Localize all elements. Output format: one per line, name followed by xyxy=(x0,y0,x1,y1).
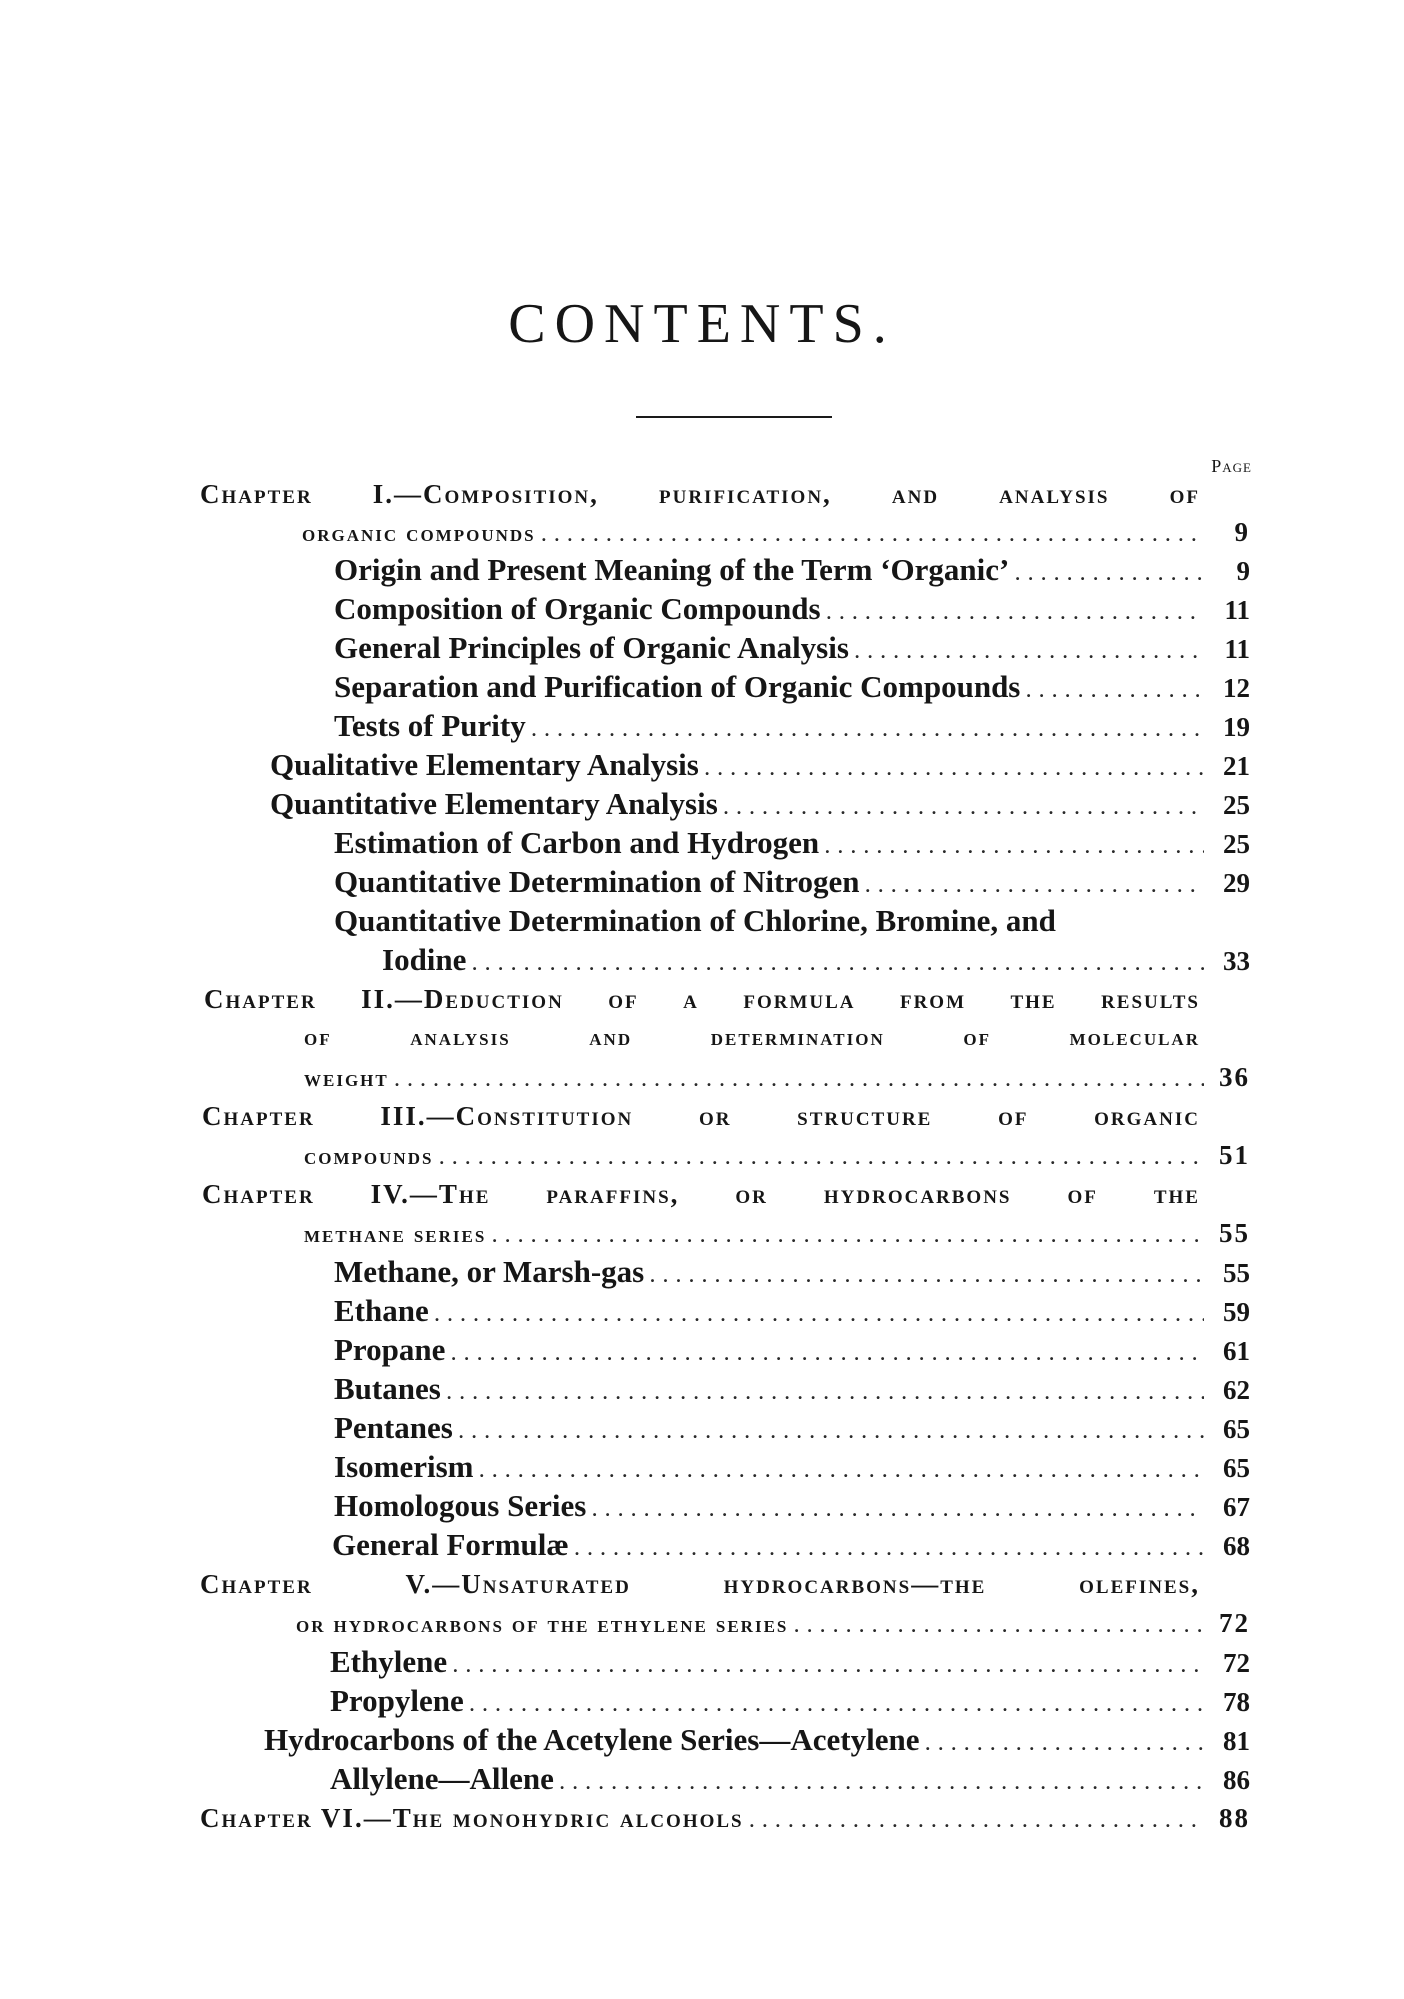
heading-word: molecular xyxy=(1069,1025,1200,1051)
leader-dots xyxy=(724,788,1204,828)
toc-entry-page: 36 xyxy=(1219,1062,1250,1092)
heading-word: a xyxy=(683,984,699,1014)
toc-entry xyxy=(334,1408,1250,1448)
toc-entry-page: 78 xyxy=(1223,1687,1250,1717)
leader-dots xyxy=(479,1451,1204,1491)
toc-entry xyxy=(304,1135,1250,1175)
heading-word: V.—Unsaturated xyxy=(405,1569,631,1599)
toc-entry xyxy=(334,1330,1250,1370)
heading-word: II.—Deduction xyxy=(361,984,564,1014)
toc-entry-title: Separation and Purification of Organic Compounds xyxy=(334,669,1021,704)
toc-entry-title: or hydrocarbons of the ethylene series xyxy=(296,1612,789,1638)
toc-entry xyxy=(296,1603,1250,1643)
leader-dots xyxy=(451,1334,1204,1374)
leader-dots xyxy=(575,1529,1204,1569)
heading-word: structure xyxy=(797,1101,933,1131)
heading-word: of xyxy=(304,1025,332,1051)
toc-entry-title: Composition of Organic Compounds xyxy=(334,591,821,626)
leader-dots xyxy=(532,710,1204,750)
toc-entry-page: 65 xyxy=(1223,1453,1250,1483)
toc-entry-page: 81 xyxy=(1223,1726,1250,1756)
toc-entry-title: Butanes xyxy=(334,1371,441,1406)
toc-entry-page: 25 xyxy=(1223,829,1250,859)
heading-word: Chapter xyxy=(200,479,313,509)
toc-chapter-2-heading-cont xyxy=(304,1018,1200,1058)
leader-dots xyxy=(560,1763,1204,1803)
toc-entry-title: methane series xyxy=(304,1222,487,1248)
leader-dots xyxy=(435,1295,1204,1335)
heading-word: Chapter xyxy=(200,1569,313,1599)
leader-dots xyxy=(650,1256,1204,1296)
leader-dots xyxy=(1015,554,1204,594)
toc-entry-page: 51 xyxy=(1219,1140,1250,1170)
toc-entry-page: 12 xyxy=(1223,673,1250,703)
toc-entry xyxy=(330,1759,1250,1799)
heading-word: or xyxy=(735,1179,768,1209)
toc-entry-page: 11 xyxy=(1224,595,1250,625)
leader-dots xyxy=(470,1685,1204,1725)
heading-word: Chapter xyxy=(202,1101,315,1131)
leader-dots xyxy=(750,1801,1204,1841)
toc-entry-page: 86 xyxy=(1223,1765,1250,1795)
toc-entry-title: Chapter VI.—The monohydric alcohols xyxy=(200,1803,744,1833)
heading-word: or xyxy=(698,1101,732,1131)
toc-entry xyxy=(334,1369,1250,1409)
toc-entry-page: 9 xyxy=(1234,517,1250,547)
toc-entry-title: Quantitative Determination of Chlorine, Bromine, and xyxy=(334,903,1056,938)
page-column-label: Page xyxy=(1211,456,1252,476)
leader-dots xyxy=(925,1724,1204,1764)
leader-dots xyxy=(453,1646,1204,1686)
heading-word: hydrocarbons xyxy=(823,1179,1012,1209)
toc-entry xyxy=(330,1681,1250,1721)
heading-word: III.—Constitution xyxy=(380,1101,634,1131)
toc-entry-page: 55 xyxy=(1223,1258,1250,1288)
toc-entry-page: 62 xyxy=(1223,1375,1250,1405)
heading-word: of xyxy=(608,984,639,1014)
toc-entry xyxy=(334,1291,1250,1331)
toc-entry xyxy=(334,1486,1250,1526)
toc-entry-page: 72 xyxy=(1223,1648,1250,1678)
toc-entry-title: Quantitative Elementary Analysis xyxy=(270,786,718,821)
toc-entry xyxy=(334,628,1250,668)
toc-entry-title: Methane, or Marsh-gas xyxy=(334,1254,645,1289)
toc-entry-page: 33 xyxy=(1223,946,1250,976)
heading-word: determination xyxy=(710,1025,885,1051)
heading-word: the xyxy=(1010,984,1057,1014)
toc-entry xyxy=(200,1798,1250,1838)
heading-word: I.—Composition, xyxy=(372,479,599,509)
leader-dots xyxy=(825,827,1204,867)
heading-word: formula xyxy=(743,984,856,1014)
toc-entry xyxy=(332,1525,1250,1565)
heading-word: results xyxy=(1101,984,1200,1014)
toc-entry-title: Allylene—Allene xyxy=(330,1761,554,1796)
toc-chapter-4-heading xyxy=(202,1174,1200,1214)
heading-word: and xyxy=(589,1025,633,1051)
toc-entry xyxy=(330,1642,1250,1682)
leader-dots xyxy=(492,1216,1204,1256)
toc-entry-title: Origin and Present Meaning of the Term ‘Organic’ xyxy=(334,552,1010,587)
toc-entry-title: Propane xyxy=(334,1332,446,1367)
toc-entry-title: Ethylene xyxy=(330,1644,448,1679)
leader-dots xyxy=(447,1373,1204,1413)
heading-word: of xyxy=(1169,479,1200,509)
toc-entry xyxy=(334,823,1250,863)
toc-entry xyxy=(270,784,1250,824)
toc-entry-page: 61 xyxy=(1223,1336,1250,1366)
toc-entry-title: compounds xyxy=(304,1144,434,1170)
toc-entry-page: 59 xyxy=(1223,1297,1250,1327)
toc-entry-page: 72 xyxy=(1219,1608,1250,1638)
toc-entry xyxy=(302,512,1250,552)
leader-dots xyxy=(459,1412,1204,1452)
leader-dots xyxy=(395,1060,1204,1100)
toc-entry-title: General Principles of Organic Analysis xyxy=(334,630,849,665)
toc-entry-page: 19 xyxy=(1223,712,1250,742)
toc-entry xyxy=(334,1252,1250,1292)
toc-entry-title: organic compounds xyxy=(302,521,536,547)
heading-word: of xyxy=(998,1101,1029,1131)
heading-word: IV.—The xyxy=(370,1179,491,1209)
toc-entry-title: General Formulæ xyxy=(332,1527,569,1562)
leader-dots xyxy=(1026,671,1204,711)
toc-entry-page: 55 xyxy=(1219,1218,1250,1248)
toc-entry xyxy=(334,706,1250,746)
toc-entry-title: Ethane xyxy=(334,1293,429,1328)
toc-entry-page: 21 xyxy=(1223,751,1250,781)
leader-dots xyxy=(542,515,1204,555)
toc-entry xyxy=(304,1057,1250,1097)
heading-word: of xyxy=(1067,1179,1098,1209)
heading-word: hydrocarbons—the xyxy=(723,1569,987,1599)
heading-word: Chapter xyxy=(202,1179,315,1209)
heading-word: purification, xyxy=(659,479,832,509)
toc-entry xyxy=(382,940,1250,980)
toc-entry-page: 25 xyxy=(1223,790,1250,820)
toc-entry-title: Iodine xyxy=(382,942,467,977)
heading-word: and xyxy=(891,479,940,509)
toc-entry-title: weight xyxy=(304,1066,389,1092)
toc-entry-page: 11 xyxy=(1224,634,1250,664)
toc-entry-title: Qualitative Elementary Analysis xyxy=(270,747,699,782)
toc-entry xyxy=(270,745,1250,785)
leader-dots xyxy=(866,866,1205,906)
toc-entry-title: Propylene xyxy=(330,1683,464,1718)
heading-word: Chapter xyxy=(204,984,317,1014)
leader-dots xyxy=(592,1490,1204,1530)
heading-word: paraffins, xyxy=(546,1179,680,1209)
toc-chapter-2-heading xyxy=(204,979,1200,1019)
heading-word: analysis xyxy=(410,1025,511,1051)
toc-entry-title: Hydrocarbons of the Acetylene Series—Acetylene xyxy=(264,1722,920,1757)
leader-dots xyxy=(472,944,1204,984)
leader-dots xyxy=(439,1138,1204,1178)
toc-entry xyxy=(304,1213,1250,1253)
toc-entry xyxy=(264,1720,1250,1760)
toc-entry-page: 88 xyxy=(1219,1803,1250,1833)
toc-entry xyxy=(334,667,1250,707)
leader-dots xyxy=(827,593,1204,633)
toc-entry-title: Quantitative Determination of Nitrogen xyxy=(334,864,860,899)
page-title: CONTENTS. xyxy=(508,293,896,355)
toc-entry-title: Isomerism xyxy=(334,1449,474,1484)
toc-entry-title: Pentanes xyxy=(334,1410,453,1445)
leader-dots xyxy=(855,632,1204,672)
toc-entry-page: 68 xyxy=(1223,1531,1250,1561)
toc-chapter-5-heading xyxy=(200,1564,1200,1604)
toc-entry xyxy=(334,589,1250,629)
leader-dots xyxy=(794,1606,1204,1646)
heading-word: olefines, xyxy=(1079,1569,1200,1599)
heading-word: analysis xyxy=(999,479,1110,509)
toc-entry-title: Tests of Purity xyxy=(334,708,526,743)
toc-chapter-3-heading xyxy=(202,1096,1200,1136)
toc-entry xyxy=(334,1447,1250,1487)
toc-entry-title: Estimation of Carbon and Hydrogen xyxy=(334,825,820,860)
toc-entry-page: 29 xyxy=(1223,868,1250,898)
toc-entry xyxy=(334,550,1250,590)
toc-entry-page: 9 xyxy=(1236,556,1250,586)
heading-word: from xyxy=(899,984,967,1014)
heading-word: of xyxy=(963,1025,991,1051)
heading-word: organic xyxy=(1094,1101,1200,1131)
toc-entry-page: 67 xyxy=(1223,1492,1250,1522)
toc-entry-page: 65 xyxy=(1223,1414,1250,1444)
toc-entry-title: Homologous Series xyxy=(334,1488,587,1523)
heading-word: the xyxy=(1153,1179,1200,1209)
leader-dots xyxy=(705,749,1204,789)
toc-entry xyxy=(334,862,1250,902)
toc-chapter-1-heading xyxy=(200,474,1200,514)
